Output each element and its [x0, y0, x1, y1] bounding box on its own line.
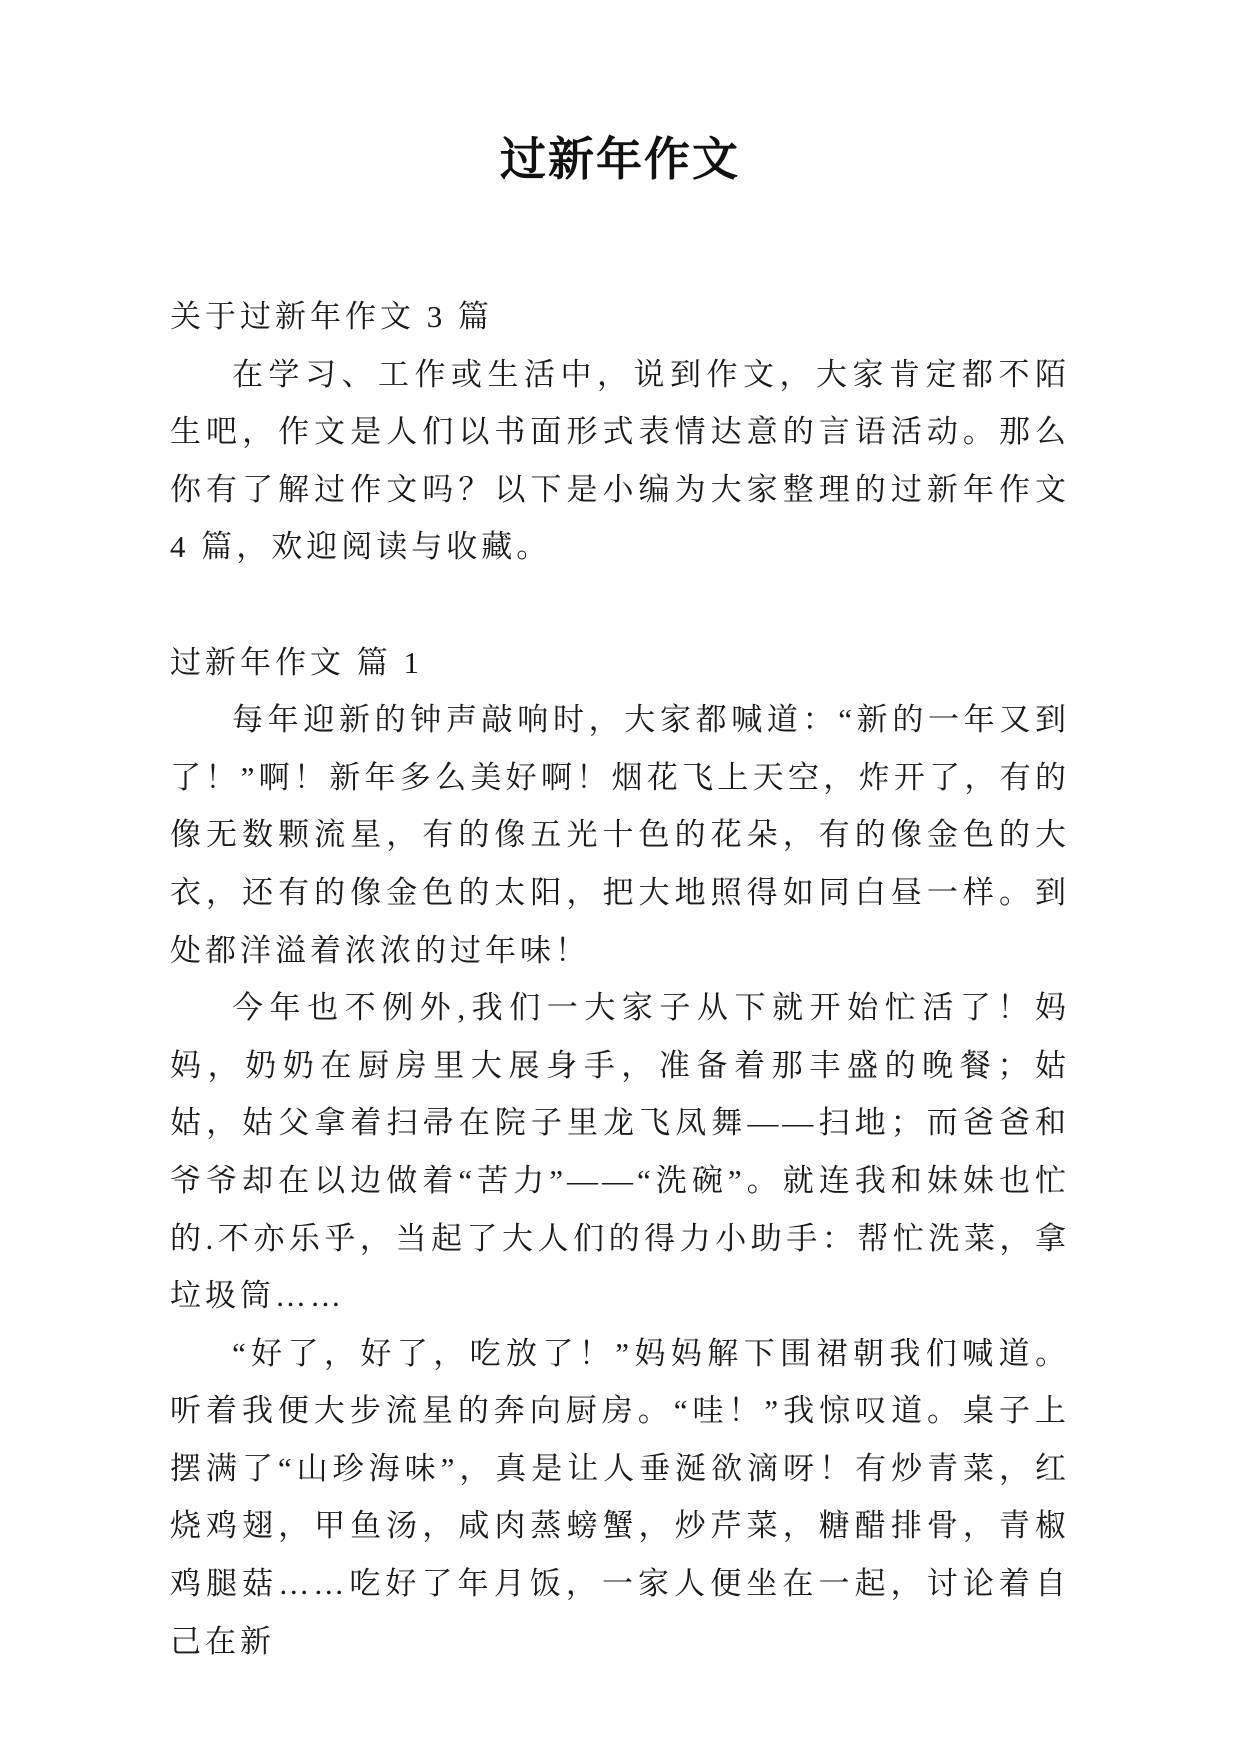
essay-paragraph-2: 今年也不例外,我们一大家子从下就开始忙活了！妈妈，奶奶在厨房里大展身手，准备着那丰盛的晚餐；姑姑，姑父拿着扫帚在院子里龙飞凤舞——扫地；而爸爸和爷爷却在以边做着“苦力”——“洗碗”。就连我和妹妹也忙的.不亦乐乎，当起了大人们的得力小助手：帮忙洗菜，拿垃圾筒…… [170, 990, 1070, 1314]
essay-paragraph-1: 每年迎新的钟声敲响时，大家都喊道：“新的一年又到了！”啊！新年多么美好啊！烟花飞上天空，炸开了，有的像无数颗流星，有的像五光十色的花朵，有的像金色的大衣，还有的像金色的太阳，把大地照得如同白昼一样。到处都洋溢着浓浓的过年味！ [170, 702, 1070, 968]
intro-paragraph: 在学习、工作或生活中，说到作文，大家肯定都不陌生吧，作文是人们以书面形式表情达意的言语活动。那么你有了解过作文吗？以下是小编为大家整理的过新年作文 4 篇，欢迎阅读与收藏。 [170, 356, 1070, 565]
meta-line: 关于过新年作文 3 篇 [170, 299, 493, 334]
document-title: 过新年作文 [500, 134, 740, 185]
document-body [170, 288, 1070, 1670]
section-heading: 过新年作文 篇 1 [170, 644, 423, 680]
essay-paragraph-3: “好了，好了，吃放了！”妈妈解下围裙朝我们喊道。听着我便大步流星的奔向厨房。“哇！”我惊叹道。桌子上摆满了“山珍海味”，真是让人垂涎欲滴呀！有炒青菜，红烧鸡翅，甲鱼汤，咸肉蒸螃蟹，炒芹菜，糖醋排骨，青椒鸡腿菇……吃好了年月饭，一家人便坐在一起，讨论着自己在新 [170, 1335, 1070, 1659]
